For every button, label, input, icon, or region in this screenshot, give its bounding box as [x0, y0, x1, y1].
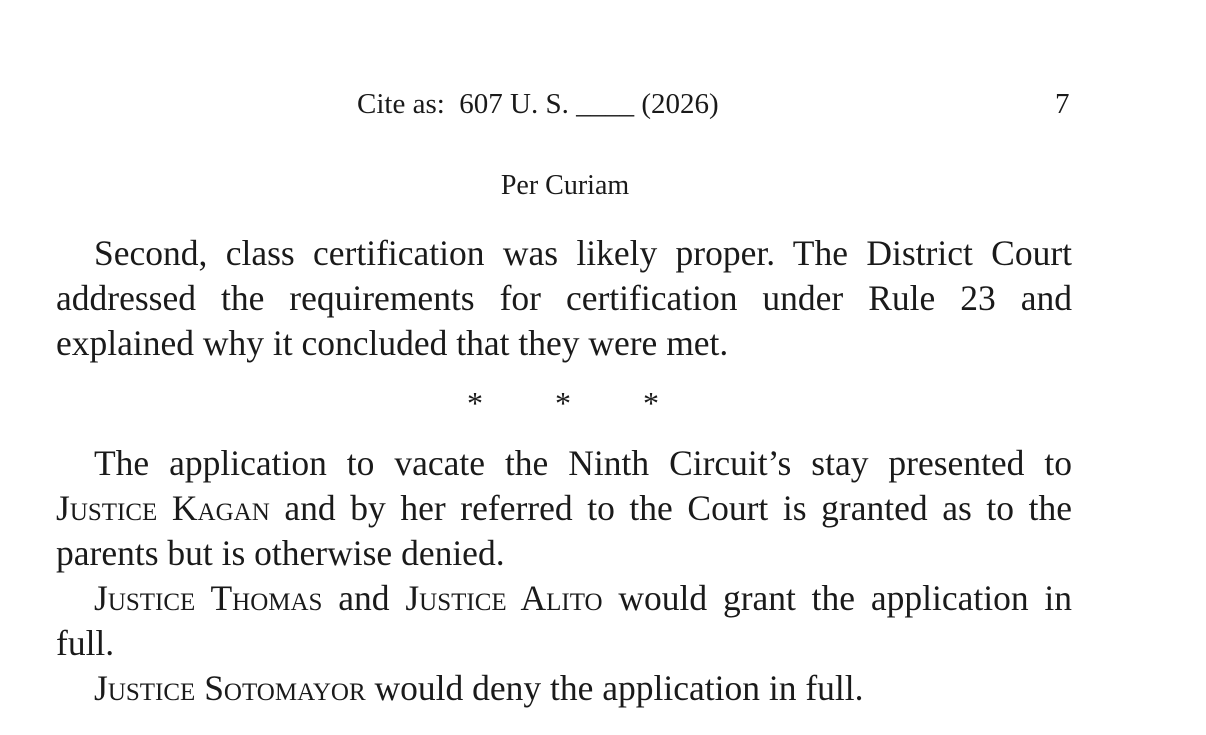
vote-text: would grant the application in full. [56, 578, 1072, 663]
vote-text: would deny the application in full. [365, 668, 864, 708]
disposition-block [56, 441, 1072, 711]
section-title: Per Curiam [500, 170, 630, 201]
separator-star: * [467, 385, 483, 421]
disposition-text: and by her referred to the Court is granted as to the parents but is otherwise denied. [56, 488, 1072, 573]
separator-star: * [643, 385, 659, 421]
paragraph-disposition [56, 441, 1072, 576]
disposition-text: The application to vacate the Ninth Circuit’s stay presented to [94, 443, 1072, 483]
paragraph-class-certification [56, 231, 1072, 366]
page-number: 7 [1055, 88, 1070, 120]
citation: Cite as: 607 U. S. ____ (2026) [357, 88, 719, 120]
justice-name: Justice Thomas [94, 578, 323, 618]
justice-name: Justice Alito [405, 578, 603, 618]
paragraph-sotomayor [56, 666, 1072, 711]
running-head [0, 84, 1206, 124]
section-separator [0, 383, 1126, 423]
justice-name: Justice Kagan [56, 488, 270, 528]
justice-name: Justice Sotomayor [94, 668, 366, 708]
separator-star: * [555, 385, 571, 421]
vote-text: and [322, 578, 406, 618]
paragraph-thomas-alito [56, 576, 1072, 666]
paragraph-text: Second, class certification was likely proper. The District Court addressed the requirements for certification under Rule 23 and explained why it concluded that they were met. [56, 233, 1072, 363]
